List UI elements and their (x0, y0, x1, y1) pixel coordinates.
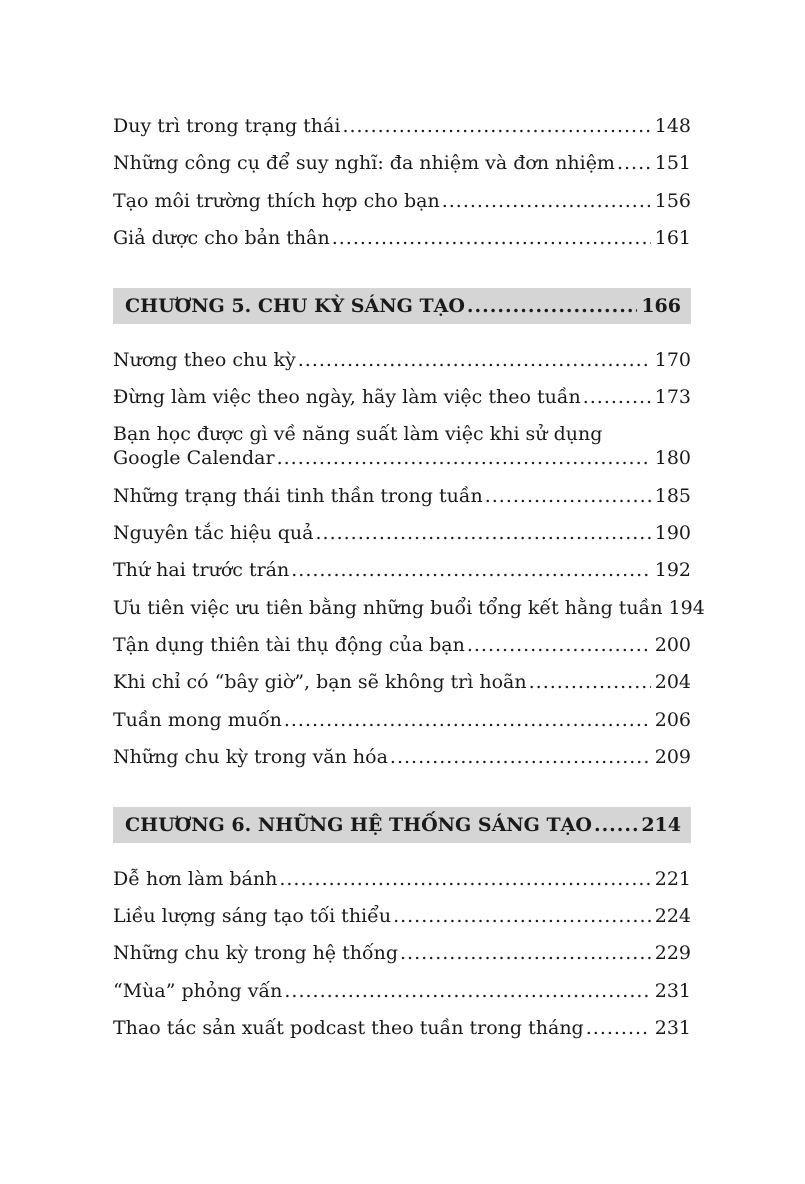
toc-entry-page: 206 (654, 708, 691, 731)
toc-entry-title: Duy trì trong trạng thái (113, 115, 341, 137)
dot-leader (400, 941, 651, 965)
dot-leader (277, 446, 651, 470)
dot-leader (291, 558, 651, 582)
toc-entry-title: Dễ hơn làm bánh (113, 867, 278, 890)
toc-entry-title: Những công cụ để suy nghĩ: đa nhiệm và đơn nhiệm (113, 152, 615, 175)
toc-entry-page: 185 (654, 484, 691, 507)
toc-section (113, 807, 691, 1040)
toc-entry-title: Những chu kỳ trong văn hóa (113, 745, 388, 768)
dot-leader (467, 294, 637, 318)
toc-entry-title: Thao tác sản xuất podcast theo tuần trong tháng (113, 1017, 584, 1040)
dot-leader (529, 670, 651, 694)
toc-entry[interactable] (113, 1016, 691, 1040)
chapter-heading[interactable] (113, 807, 691, 843)
toc-entry-page: 231 (654, 1017, 691, 1040)
toc-entry-title: Những chu kỳ trong hệ thống (113, 942, 398, 965)
toc-entry[interactable] (113, 708, 691, 732)
dot-leader (332, 226, 651, 250)
dot-leader (485, 484, 651, 508)
toc-entry[interactable] (113, 745, 691, 769)
toc-entry-second-line (113, 446, 691, 470)
toc-entry-title: Giả dược cho bản thân (113, 226, 330, 249)
chapter-heading[interactable] (113, 288, 691, 324)
toc-entry-page: 204 (654, 671, 691, 694)
dot-leader (467, 633, 651, 657)
dot-leader (586, 1016, 651, 1040)
toc-entry-title: Liều lượng sáng tạo tối thiểu (113, 905, 392, 928)
toc-entry-title: Nguyên tắc hiệu quả (113, 522, 314, 545)
toc-entry[interactable] (113, 904, 691, 928)
toc-entry-page: 192 (654, 559, 691, 582)
dot-leader (442, 189, 651, 213)
toc-entry-title: Khi chỉ có “bây giờ”, bạn sẽ không trì hoãn (113, 671, 527, 694)
toc-entry-page: 148 (654, 115, 691, 137)
toc-entry[interactable] (113, 385, 691, 409)
toc-entry-page: 151 (654, 152, 691, 175)
chapter-title: CHƯƠNG 6. NHỮNG HỆ THỐNG SÁNG TẠO (125, 813, 592, 836)
dot-leader (594, 813, 637, 837)
toc-entry-title: “Mùa” phỏng vấn (113, 979, 283, 1002)
toc-entry-page: 180 (654, 447, 691, 470)
toc-entry[interactable] (113, 151, 691, 175)
toc-entry[interactable] (113, 670, 691, 694)
toc-entry[interactable] (113, 867, 691, 891)
toc-entry[interactable] (113, 521, 691, 545)
toc-entry-page: 209 (654, 745, 691, 768)
toc-entry-title: Tạo môi trường thích hợp cho bạn (113, 189, 440, 212)
toc-entry[interactable] (113, 484, 691, 508)
toc-entry[interactable] (113, 422, 691, 470)
toc-entry-page: 221 (654, 867, 691, 890)
table-of-contents (113, 114, 705, 1053)
dot-leader (279, 867, 650, 891)
toc-entry[interactable] (113, 979, 691, 1003)
toc-entry-page: 200 (654, 633, 691, 656)
dot-leader (393, 904, 651, 928)
toc-entry-title: Những trạng thái tinh thần trong tuần (113, 484, 483, 507)
toc-entry[interactable] (113, 596, 705, 620)
toc-entry[interactable] (113, 941, 691, 965)
toc-entry-title: Tận dụng thiên tài thụ động của bạn (113, 633, 465, 656)
toc-entry-title: Nương theo chu kỳ (113, 348, 296, 371)
toc-entry-page: 161 (654, 226, 691, 249)
dot-leader (284, 708, 651, 732)
toc-entry-title: Tuần mong muốn (113, 708, 282, 731)
toc-entry-title-line2: Google Calendar (113, 447, 275, 470)
toc-entry[interactable] (113, 633, 691, 657)
toc-entry[interactable] (113, 189, 691, 213)
toc-entry-title: Đừng làm việc theo ngày, hãy làm việc theo tuần (113, 386, 581, 409)
toc-entry-page: 156 (654, 189, 691, 212)
toc-entry-page: 170 (654, 348, 691, 371)
dot-leader (390, 745, 651, 769)
toc-entry-page: 229 (654, 942, 691, 965)
toc-entry-page: 231 (654, 979, 691, 1002)
toc-entry-page: 173 (654, 386, 691, 409)
toc-entry[interactable] (113, 558, 691, 582)
toc-section (113, 114, 691, 250)
chapter-page: 214 (641, 813, 681, 836)
toc-entry[interactable] (113, 348, 691, 372)
dot-leader (284, 979, 650, 1003)
toc-entry[interactable] (113, 114, 691, 138)
dot-leader (315, 521, 650, 545)
toc-entry-page: 190 (654, 522, 691, 545)
toc-section (113, 288, 705, 769)
dot-leader (583, 385, 651, 409)
dot-leader (342, 114, 650, 138)
chapter-title: CHƯƠNG 5. CHU KỲ SÁNG TẠO (125, 294, 465, 317)
dot-leader (617, 151, 651, 175)
toc-entry-title-line1: Bạn học được gì về năng suất làm việc khi sử dụng (113, 423, 603, 446)
toc-entry[interactable] (113, 226, 691, 250)
chapter-page: 166 (641, 294, 681, 317)
toc-entry-page: 224 (654, 905, 691, 928)
toc-entry-page: 194 (668, 596, 705, 619)
toc-entry-title: Thứ hai trước trán (113, 559, 290, 582)
toc-entry-title: Ưu tiên việc ưu tiên bằng những buổi tổng kết hằng tuần (113, 596, 663, 619)
dot-leader (298, 348, 651, 372)
